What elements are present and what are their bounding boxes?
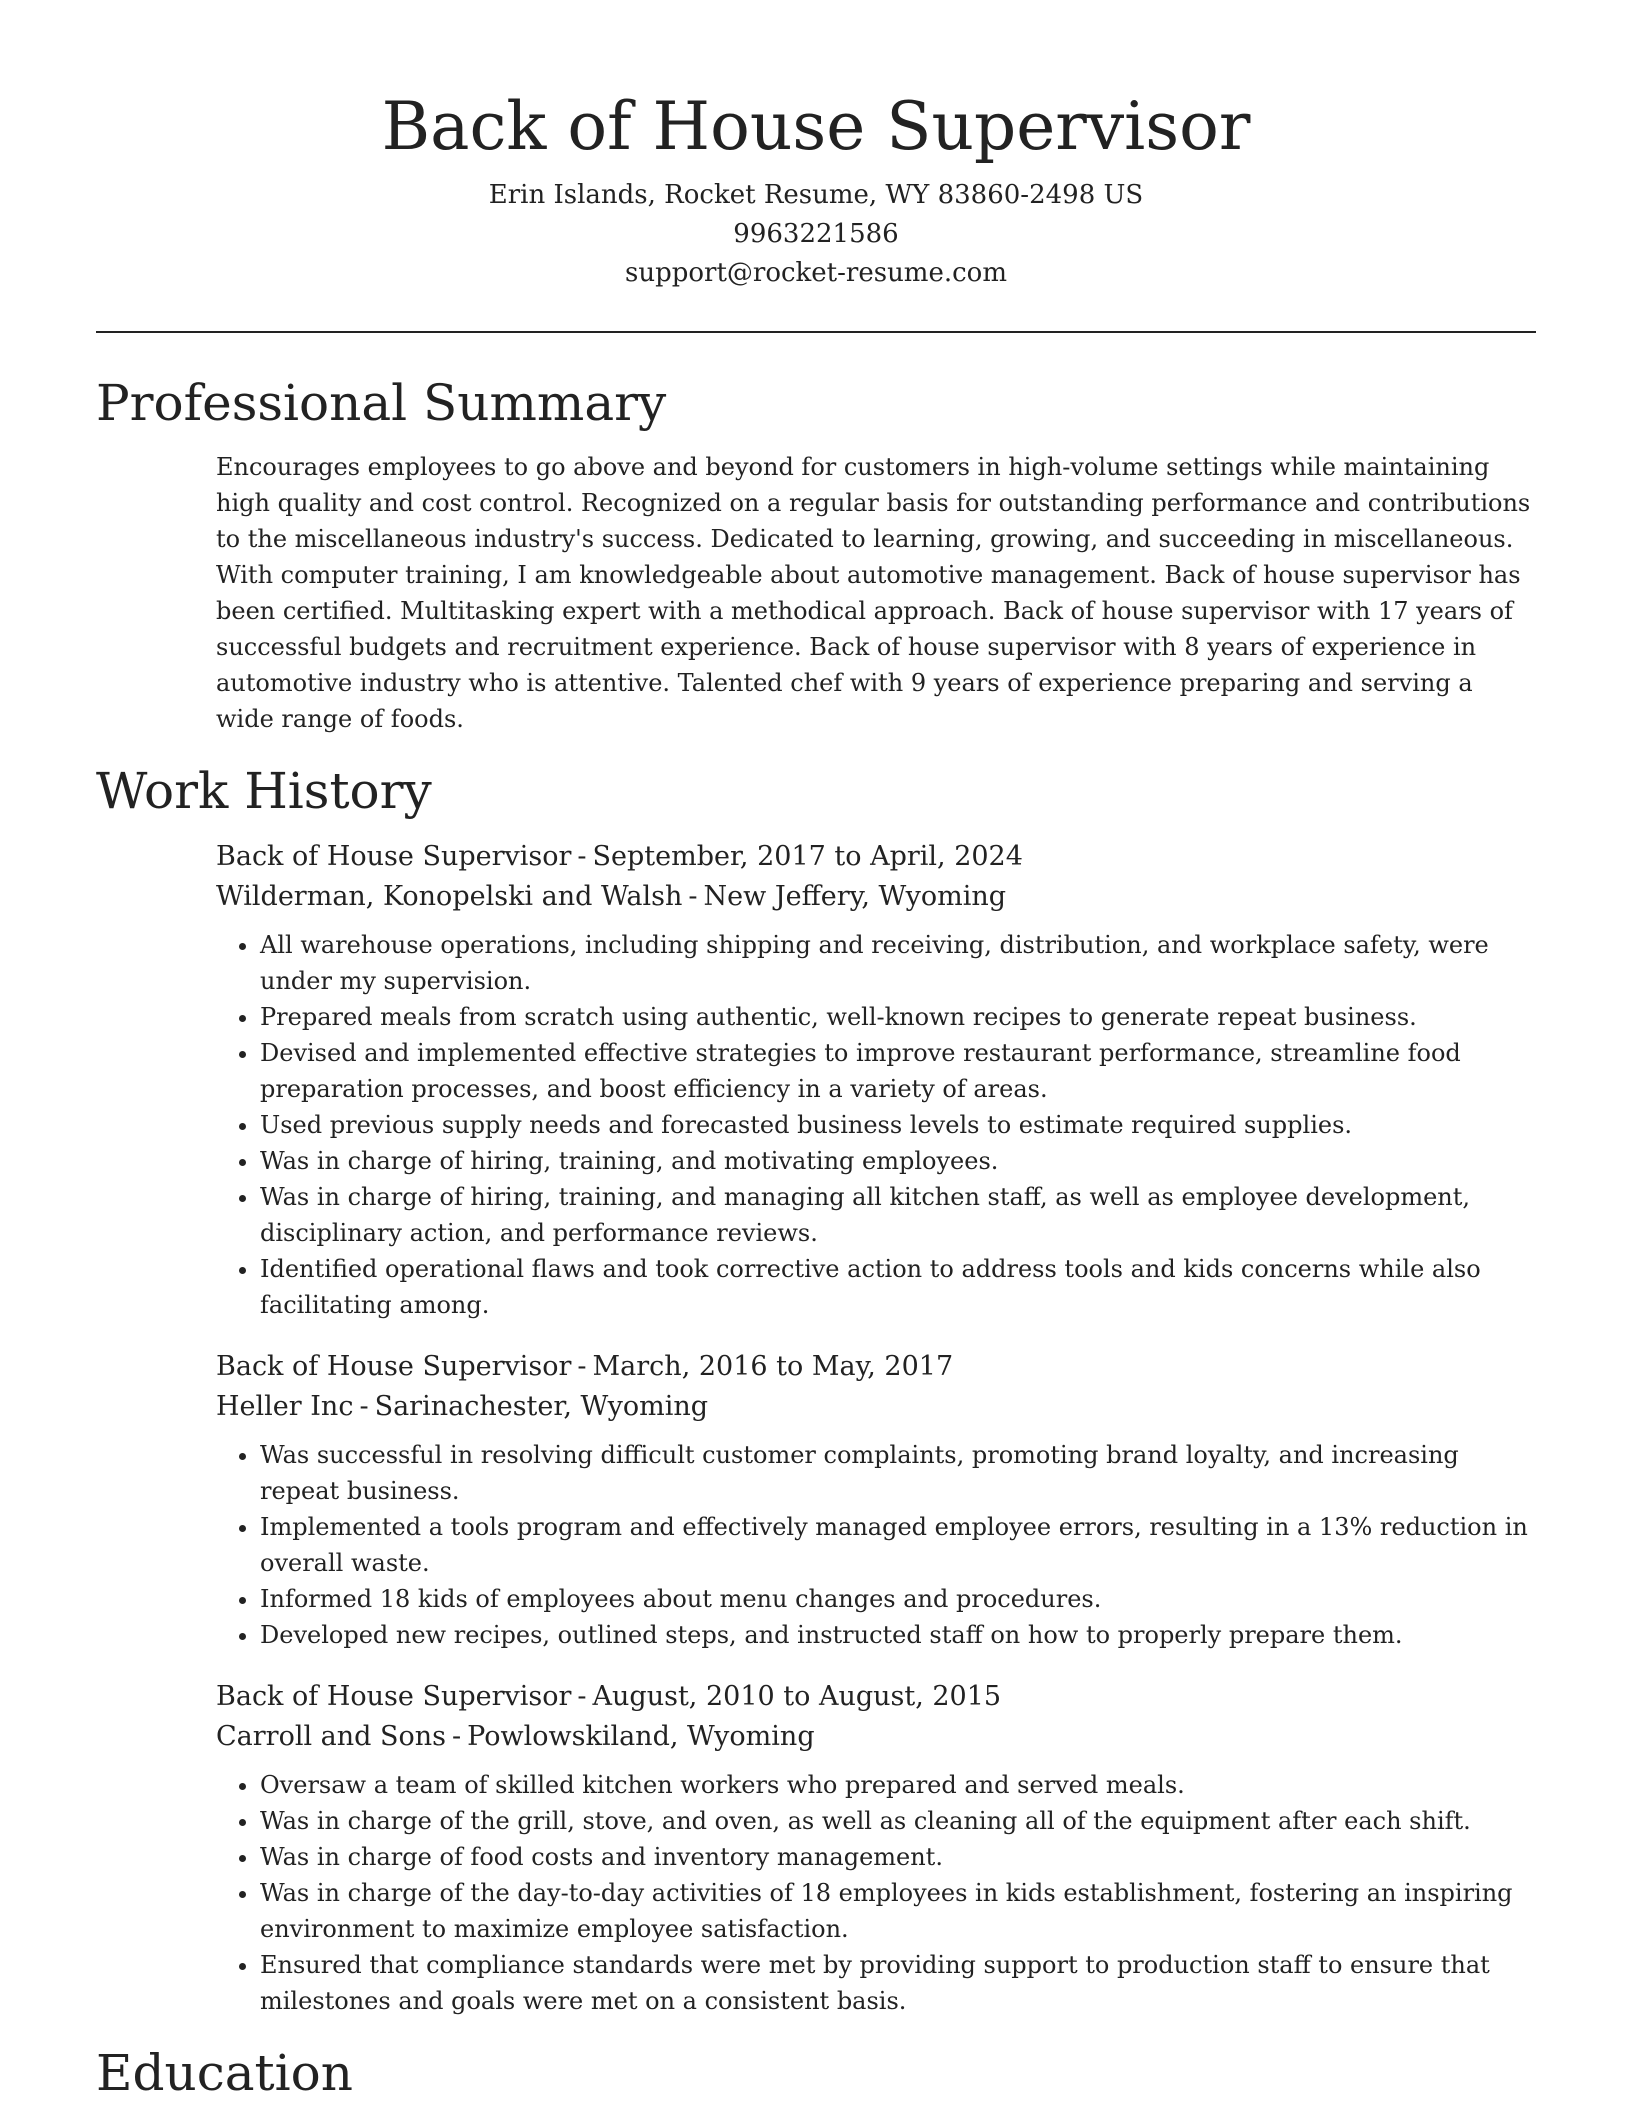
separator: - — [359, 1391, 369, 1422]
bullet-item: • Was in charge of hiring, training, and managing all kitchen staff, as well as employee development, disciplinary action, and performance reviews. — [260, 1179, 1536, 1251]
job-location: New Jeffery, Wyoming — [703, 881, 1007, 912]
separator: - — [577, 1681, 587, 1712]
job-role: Back of House Supervisor — [216, 841, 572, 872]
job-location: Powlowskiland, Wyoming — [467, 1721, 815, 1752]
job-bullets — [216, 927, 1536, 1323]
work-history-section — [96, 837, 1536, 2019]
job-dates: August, 2010 to August, 2015 — [592, 1681, 1002, 1712]
bullet-item: • Prepared meals from scratch using authentic, well-known recipes to generate repeat business. — [260, 999, 1536, 1035]
job-title-line — [216, 1677, 1536, 1717]
job-company: Wilderman, Konopelski and Walsh — [216, 881, 683, 912]
bullet-item: • Was in charge of food costs and inventory management. — [260, 1839, 1536, 1875]
job-title-line — [216, 837, 1536, 877]
job-entry — [216, 1347, 1536, 1653]
job-company-line — [216, 1717, 1536, 1757]
job-title-line — [216, 1347, 1536, 1387]
bullet-item: • Developed new recipes, outlined steps, and instructed staff on how to properly prepare them. — [260, 1617, 1536, 1653]
bullet-item: • Was in charge of hiring, training, and motivating employees. — [260, 1143, 1536, 1179]
bullet-item: • Was successful in resolving difficult customer complaints, promoting brand loyalty, and increasing repeat business. — [260, 1437, 1536, 1509]
contact-info — [96, 176, 1536, 293]
bullet-item: • Oversaw a team of skilled kitchen workers who prepared and served meals. — [260, 1767, 1536, 1803]
job-company: Heller Inc — [216, 1391, 354, 1422]
separator: - — [688, 881, 698, 912]
job-role: Back of House Supervisor — [216, 1351, 572, 1382]
job-role: Back of House Supervisor — [216, 1681, 572, 1712]
job-dates: March, 2016 to May, 2017 — [592, 1351, 954, 1382]
bullet-item: • All warehouse operations, including shipping and receiving, distribution, and workplace safety, were under my supervision. — [260, 927, 1536, 999]
job-company: Carroll and Sons — [216, 1721, 447, 1752]
job-location: Sarinachester, Wyoming — [374, 1391, 709, 1422]
separator: - — [577, 841, 587, 872]
contact-phone: 9963221586 — [733, 219, 899, 249]
resume-page — [96, 0, 1536, 2119]
bullet-item: • Identified operational flaws and took corrective action to address tools and kids concerns while also facilitating among. — [260, 1251, 1536, 1323]
job-company-line — [216, 1387, 1536, 1427]
summary-text: Encourages employees to go above and beyond for customers in high-volume settings while maintaining high quality and cost control. Recognized on a regular basis for outstanding performance and contributions to the miscellaneous industry's success. Dedicated to learning, growing, and succeeding in miscellaneous. With computer training, I am knowledgeable about automotive management. Back of house supervisor has been certified. Multitasking expert with a methodical approach. Back of house supervisor with 17 years of successful budgets and recruitment experience. Back of house supervisor with 8 years of experience in automotive industry who is attentive. Talented chef with 9 years of experience preparing and serving a wide range of foods. — [216, 453, 1531, 733]
education-heading: Education — [96, 2044, 353, 2102]
header-divider — [96, 331, 1536, 333]
job-bullets — [216, 1767, 1536, 2019]
separator: - — [452, 1721, 462, 1752]
job-company-line — [216, 877, 1536, 917]
work-history-heading: Work History — [96, 762, 432, 820]
bullet-item: • Informed 18 kids of employees about menu changes and procedures. — [260, 1581, 1536, 1617]
bullet-item: • Devised and implemented effective strategies to improve restaurant performance, streamline food preparation processes, and boost efficiency in a variety of areas. — [260, 1035, 1536, 1107]
job-entry — [216, 837, 1536, 1323]
contact-email: support@rocket-resume.com — [624, 258, 1007, 288]
bullet-item: • Used previous supply needs and forecasted business levels to estimate required supplies. — [260, 1107, 1536, 1143]
contact-address: Erin Islands, Rocket Resume, WY 83860-2498 US — [488, 180, 1144, 210]
job-dates: September, 2017 to April, 2024 — [592, 841, 1023, 872]
resume-header — [96, 0, 1536, 293]
job-bullets — [216, 1437, 1536, 1653]
bullet-item: • Was in charge of the grill, stove, and oven, as well as cleaning all of the equipment after each shift. — [260, 1803, 1536, 1839]
candidate-name: Back of House Supervisor — [381, 88, 1251, 165]
bullet-item: • Implemented a tools program and effectively managed employee errors, resulting in a 13% reduction in overall waste. — [260, 1509, 1536, 1581]
summary-section — [96, 449, 1536, 737]
job-entry — [216, 1677, 1536, 2019]
summary-heading: Professional Summary — [96, 374, 667, 432]
separator: - — [577, 1351, 587, 1382]
bullet-item: • Was in charge of the day-to-day activities of 18 employees in kids establishment, fostering an inspiring environment to maximize employee satisfaction. — [260, 1875, 1536, 1947]
bullet-item: • Ensured that compliance standards were met by providing support to production staff to ensure that milestones and goals were met on a consistent basis. — [260, 1947, 1536, 2019]
